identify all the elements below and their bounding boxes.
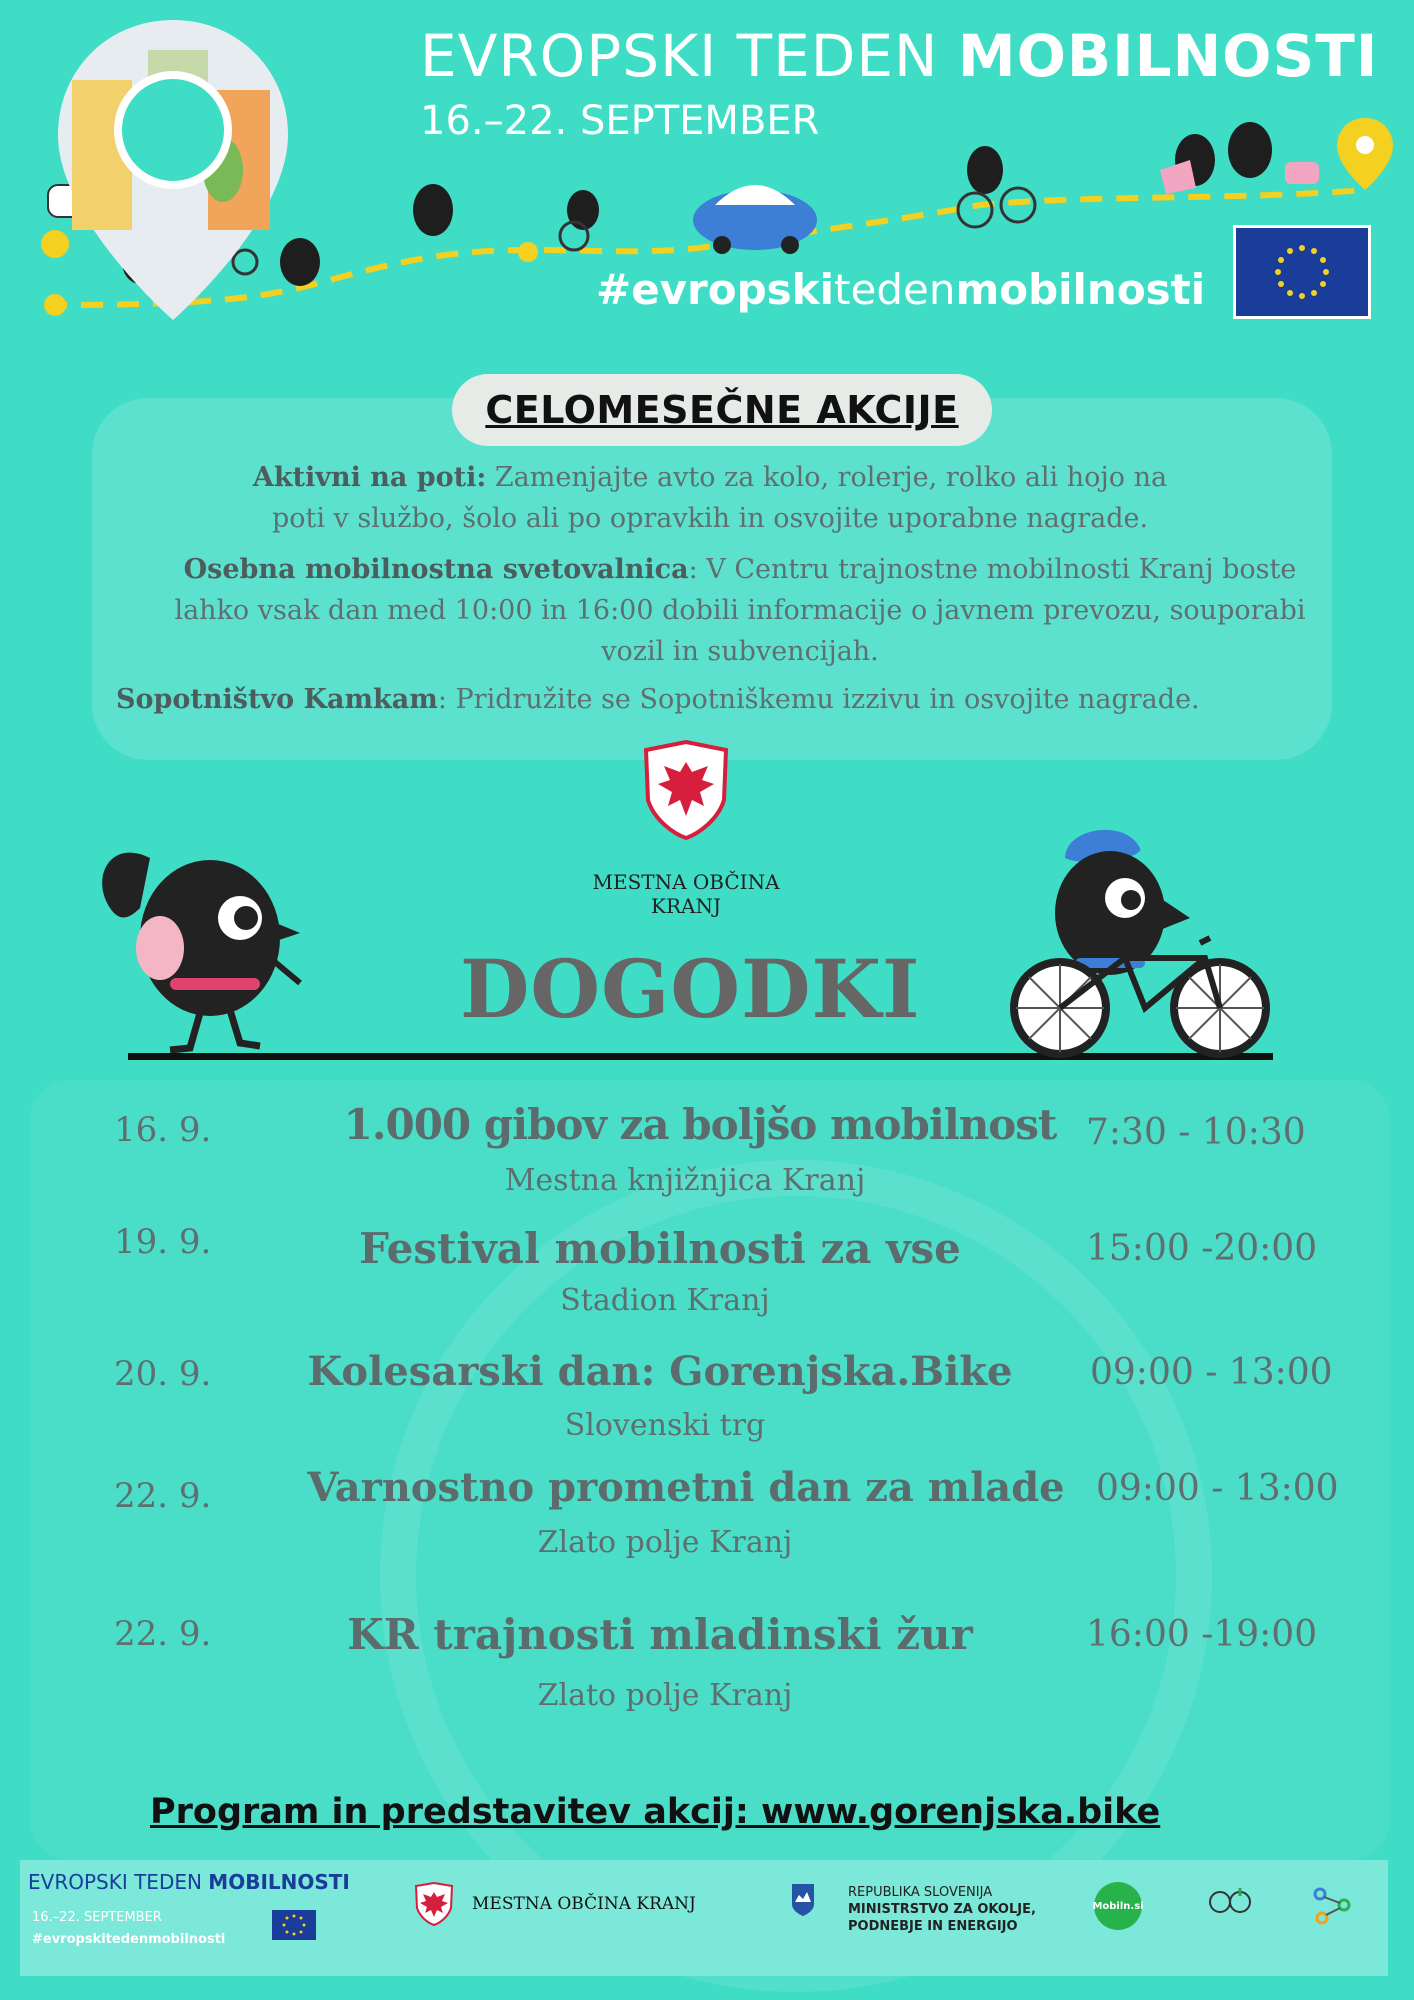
event-location: Stadion Kranj <box>560 1283 770 1318</box>
header-title: EVROPSKI TEDEN MOBILNOSTI <box>420 22 1379 90</box>
footer-logos <box>20 1860 1388 1976</box>
event-title: Varnostno prometni dan za mlade <box>307 1464 1065 1511</box>
event-date: 22. 9. <box>114 1476 212 1516</box>
event-location: Zlato polje Kranj <box>537 1678 793 1713</box>
action-mobilnostna-svetovalnica: Osebna mobilnostna svetovalnica: V Centru trajnostne mobilnosti Kranj boste lahko vsak dan med 10:00 in 16:00 dobili informacije o javnem prevozu, souporabi vozil in subvencijah. <box>174 554 1306 667</box>
header-banner <box>0 0 1414 330</box>
footer-hashtag: #evropskitedenmobilnosti <box>32 1932 226 1947</box>
footer-dates: 16.–22. SEPTEMBER <box>32 1910 162 1925</box>
gorenjska-bike-logo-icon <box>1206 1884 1254 1926</box>
kranj-crest-icon <box>638 740 734 840</box>
footer-eu-flag-icon <box>272 1910 316 1940</box>
event-location: Mestna knjižnjica Kranj <box>504 1163 866 1198</box>
mobilnsi-logo: Mobiln.si <box>1094 1882 1142 1930</box>
footer-kranj-crest-icon <box>412 1882 456 1926</box>
footer-ministry: REPUBLIKA SLOVENIJA MINISTRSTVO ZA OKOLJE, PODNEBJE IN ENERGIJO <box>848 1885 1036 1934</box>
event-date: 20. 9. <box>114 1354 212 1394</box>
program-link[interactable]: Program in predstavitev akcij: www.gorenjska.bike <box>150 1792 1161 1832</box>
event-time: 09:00 - 13:00 <box>1096 1468 1339 1509</box>
action-sopotnistvo-kamkam: Sopotništvo Kamkam: Pridružite se Sopotniškemu izzivu in osvojite nagrade. <box>116 684 1200 715</box>
network-logo-icon <box>1310 1884 1354 1926</box>
monthly-actions-heading: CELOMESEČNE AKCIJE <box>452 374 992 446</box>
event-title: Festival mobilnosti za vse <box>359 1224 961 1273</box>
walking-character-illustration <box>90 838 320 1058</box>
header-dates: 16.–22. SEPTEMBER <box>420 98 820 144</box>
event-title: KR trajnosti mladinski žur <box>347 1610 973 1659</box>
cyclist-character-illustration <box>1005 818 1285 1058</box>
event-time: 15:00 -20:00 <box>1086 1228 1318 1269</box>
event-date: 19. 9. <box>114 1222 212 1262</box>
events-heading: DOGODKI <box>460 942 921 1036</box>
city-pin-illustration <box>58 20 288 320</box>
event-title: 1.000 gibov za boljšo mobilnost <box>343 1100 1057 1149</box>
organizer-name: MESTNA OBČINA KRANJ <box>592 870 780 918</box>
event-location: Slovenski trg <box>564 1408 766 1443</box>
event-location: Zlato polje Kranj <box>537 1525 793 1560</box>
event-time: 7:30 - 10:30 <box>1086 1112 1306 1153</box>
event-time: 09:00 - 13:00 <box>1090 1352 1333 1393</box>
header-hashtag: #evropskitedenmobilnosti <box>596 265 1206 314</box>
footer-org-name: MESTNA OBČINA KRANJ <box>472 1894 696 1914</box>
footer-campaign-title: EVROPSKI TEDEN MOBILNOSTI <box>28 1870 350 1894</box>
event-time: 16:00 -19:00 <box>1086 1614 1318 1655</box>
event-date: 16. 9. <box>114 1110 212 1150</box>
event-title: Kolesarski dan: Gorenjska.Bike <box>307 1348 1013 1395</box>
eu-flag-icon <box>1233 225 1371 319</box>
slovenia-emblem-icon <box>790 1882 816 1918</box>
action-aktivni-na-poti: Aktivni na poti: Zamenjajte avto za kolo, rolerje, rolko ali hojo na poti v službo, šolo ali po opravkih in osvojite uporabne nagrade. <box>252 462 1168 534</box>
event-date: 22. 9. <box>114 1614 212 1654</box>
